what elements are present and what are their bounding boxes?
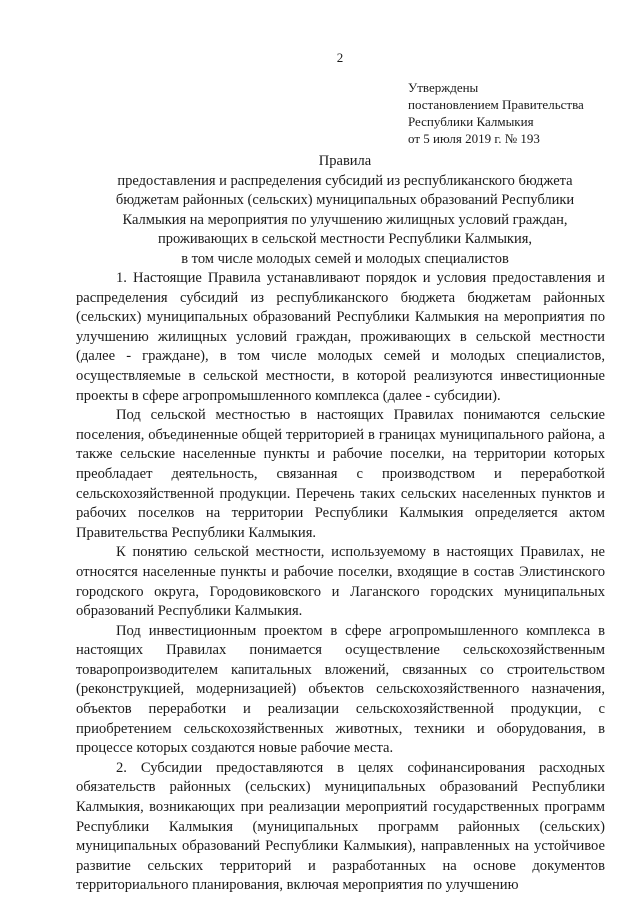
approval-line: Республики Калмыкия (408, 114, 534, 129)
page-number: 2 (336, 50, 344, 65)
paragraph: К понятию сельской местности, используемому в настоящих Правилах, не относятся населенные пункты и рабочие поселки, входящие в состав Элистинского городского округа, Городовиковского и Лаганского городских муниципальных образований Республики Калмыкия. (76, 544, 605, 620)
title-line: Правила (318, 153, 372, 169)
approval-line: от 5 июля 2019 г. № 193 (408, 131, 540, 146)
paragraph: Под инвестиционным проектом в сфере агропромышленного комплекса в настоящих Правилах понимается осуществление сельскохозяйственным товаропроизводителем капитальных вложений, связанных со строительством (реконструкцией, модернизацией) объектов сельскохозяйственного назначения, объектов переработки и реализации сельскохозяйственной продукции, с приобретением сельскохозяйственных животных, техники и оборудования, в процессе которых создаются новые рабочие места. (76, 622, 605, 757)
document-body (76, 269, 605, 896)
paragraph: 1. Настоящие Правила устанавливают порядок и условия предоставления и распределения субсидий из республиканского бюджета бюджетам районных (сельских) муниципальных образований Республики Калмыкия на мероприятия по улучшению жилищных условий граждан, проживающих в сельской местности (далее - граждане), в том числе молодых семей и молодых специалистов, осуществляемые в сельской местности, в которой реализуются инвестиционные проекты в сфере агропромышленного комплекса (далее - субсидии). (76, 270, 605, 404)
approval-line: Утверждены (408, 80, 479, 95)
title-line: в том числе молодых семей и молодых специалистов (181, 250, 509, 267)
title-line: проживающих в сельской местности Республики Калмыкия, (157, 231, 533, 248)
title-line: Калмыкия на мероприятия по улучшению жилищных условий граждан, (122, 211, 568, 228)
document-title (110, 152, 580, 270)
title-line: бюджетам районных (сельских) муниципальных образований Республики (115, 192, 575, 209)
title-line: предоставления и распределения субсидий из республиканского бюджета (117, 172, 573, 189)
paragraph: Под сельской местностью в настоящих Правилах понимаются сельские поселения, объединенные общей территорией в границах муниципального района, а также сельские населенные пункты и рабочие поселки, на территории которых преобладает деятельность, связанная с производством и переработкой сельскохозяйственной продукции. Перечень таких сельских населенных пунктов и рабочих поселков на территории Республики Калмыкия определяется актом Правительства Республики Калмыкия. (76, 407, 605, 541)
approval-line: постановлением Правительства (408, 97, 584, 112)
paragraph: 2. Субсидии предоставляются в целях софинансирования расходных обязательств районных (сельских) муниципальных образований Республики Калмыкия, возникающих при реализации мероприятий государственных программ Республики Калмыкия (муниципальных программ районных (сельских) муниципальных образований Республики Калмыкия), направленных на устойчивое развитие сельских территорий и разработанных на основе документов территориального планирования, включая мероприятия по улучшению (76, 759, 605, 894)
approval-stamp (408, 79, 584, 147)
